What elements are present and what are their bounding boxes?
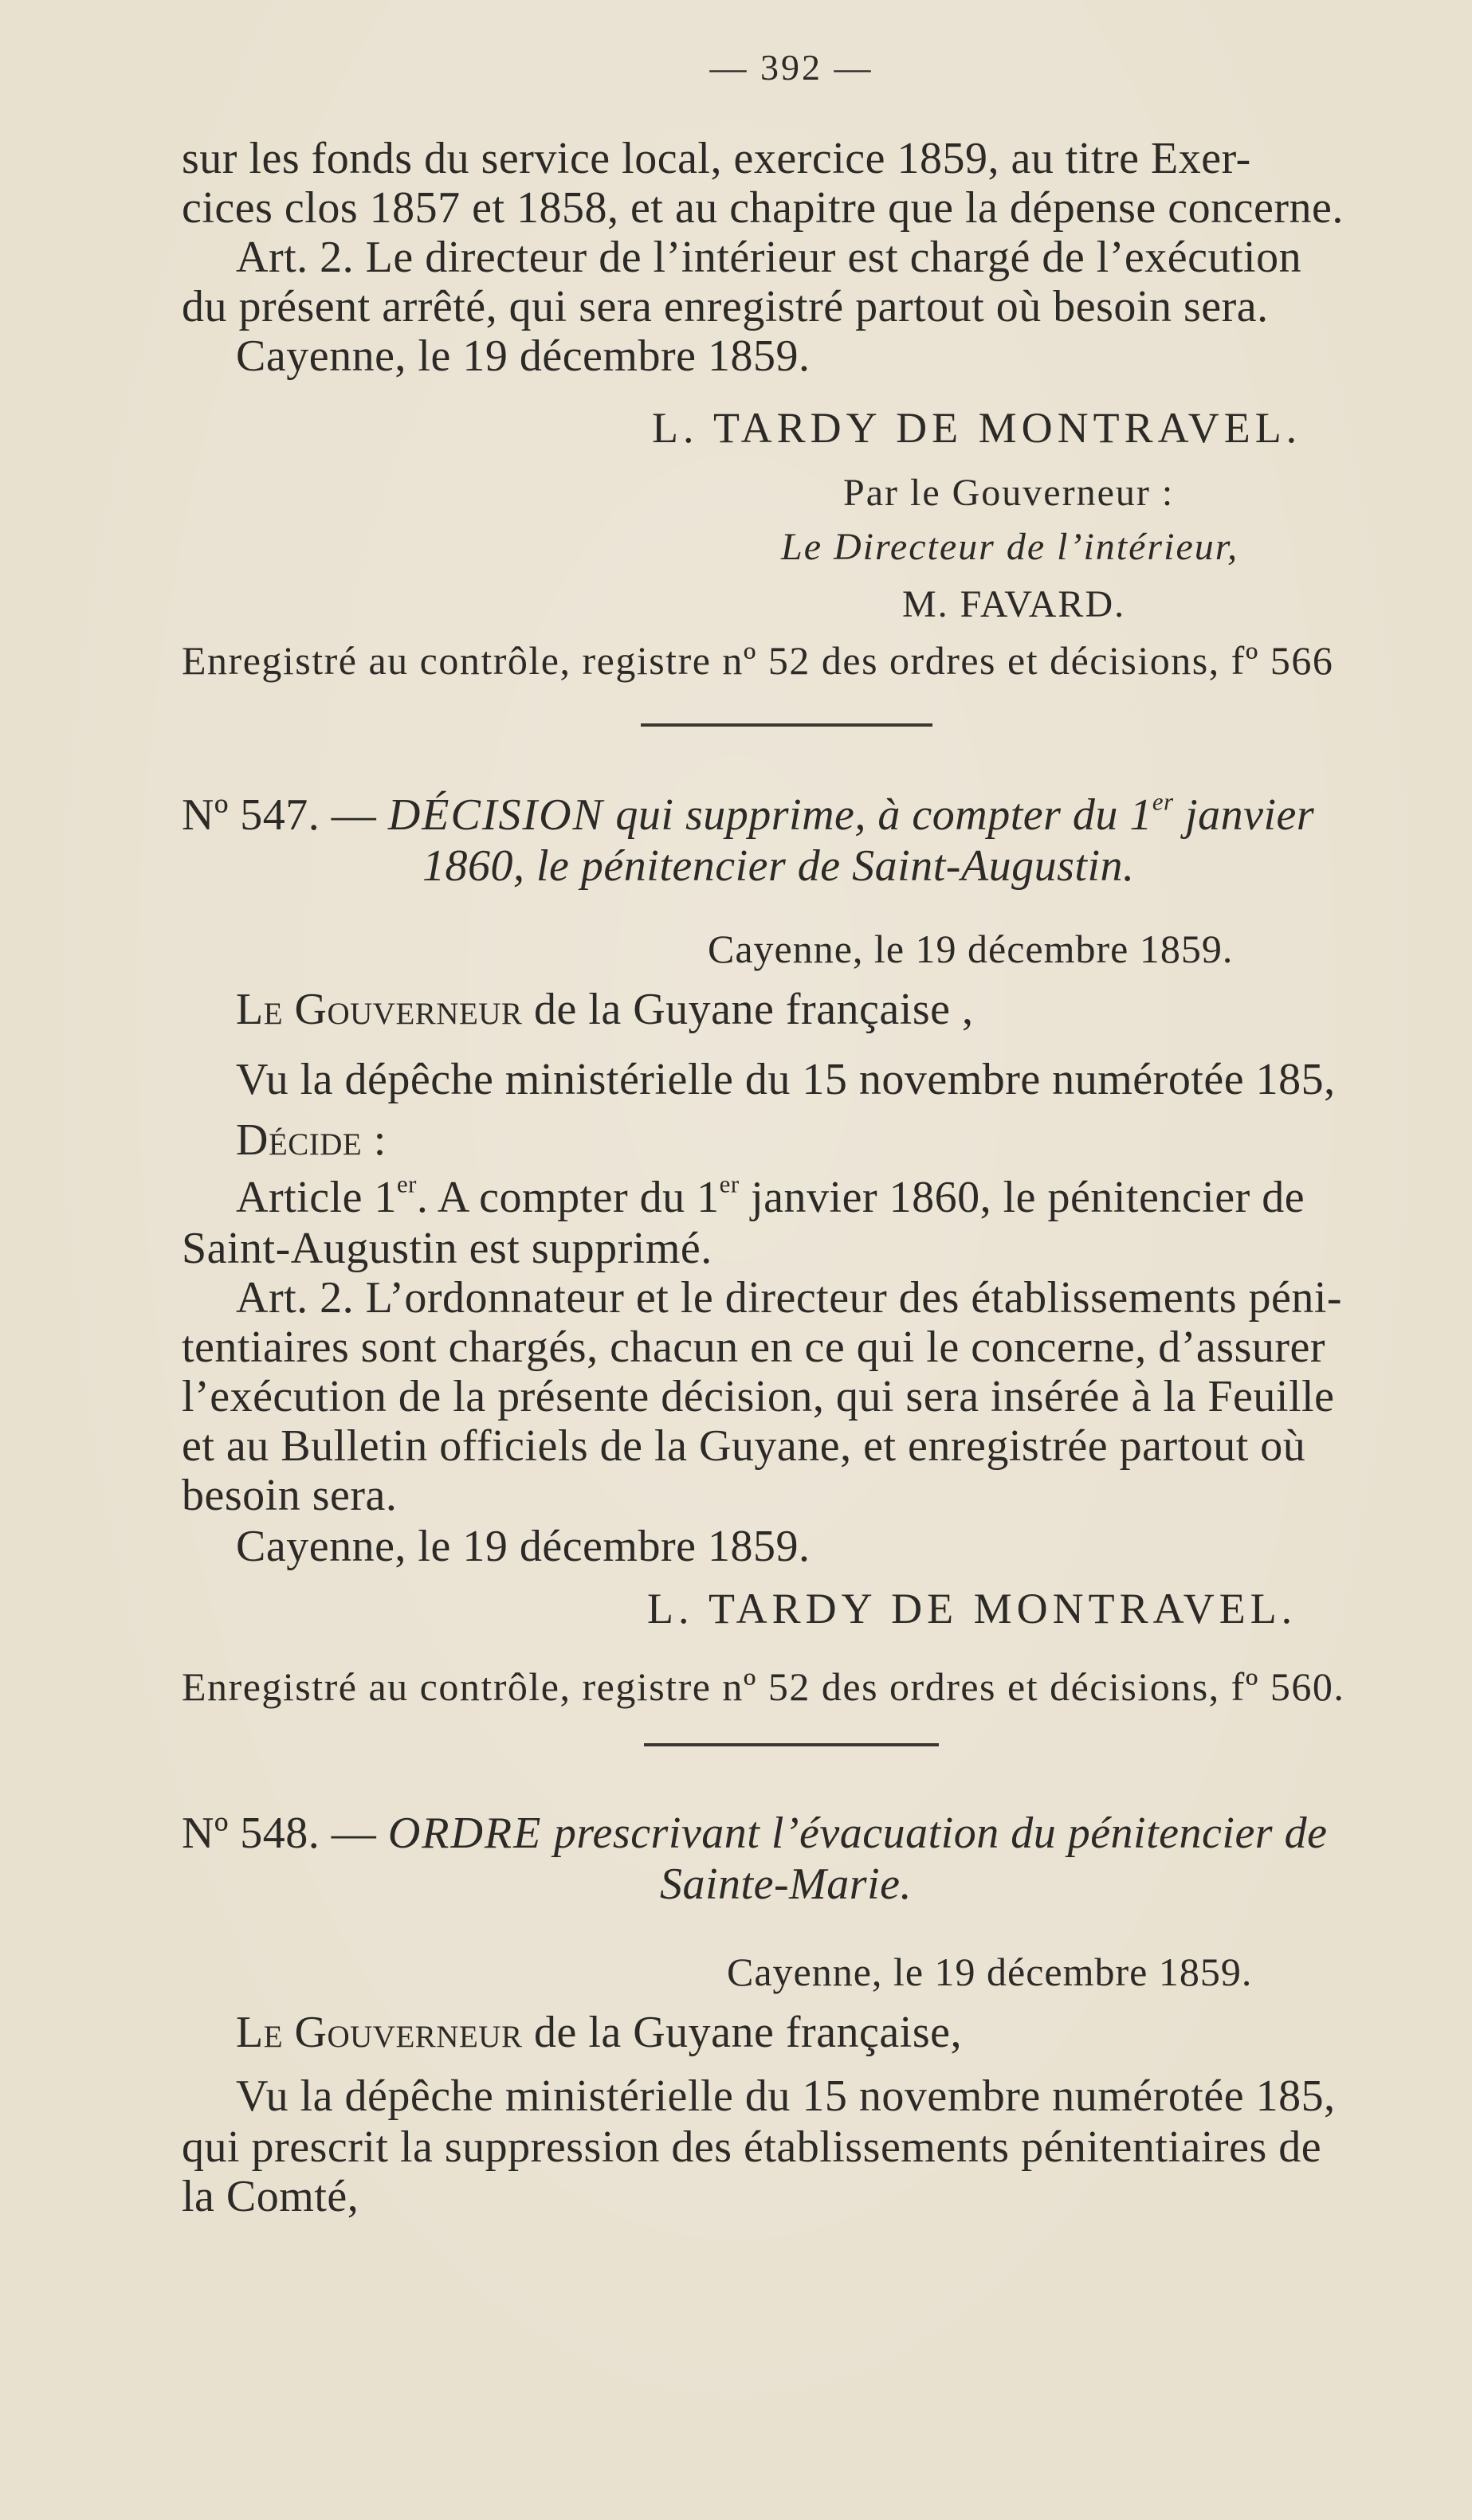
paragraph-line: qui prescrit la suppression des établissements pénitentiaires de [182,2122,1322,2172]
article-1-text: . A compter du 1 [416,1173,720,1222]
place-date: Cayenne, le 19 décembre 1859. [236,331,811,381]
order-kind: ORDRE [387,1809,543,1858]
decision-title-line2: 1860, le pénitencier de Saint-Augustin. [422,841,1135,891]
governor-rest: de la Guyane française, [522,2008,962,2057]
article-1-line [182,1170,1401,1222]
order-title-line2: Sainte-Marie. [660,1860,912,1909]
governor-line [182,985,1401,1034]
superscript: er [719,1170,740,1198]
superscript: er [1152,788,1174,816]
paragraph-line: sur les fonds du service local, exercice 1859, au titre Exer- [182,134,1251,183]
governor-title: Le Gouverneur [236,985,523,1034]
paragraph-line: la Comté, [182,2172,359,2221]
decision-title: qui supprime, à compter du 1 [603,790,1152,840]
decision-heading [182,790,1401,840]
decision-kind: DÉCISION [387,790,604,840]
paragraph-line: du présent arrêté, qui sera enregistré partout où besoin sera. [182,282,1269,331]
place-date: Cayenne, le 19 décembre 1859. [708,927,1234,971]
decision-number: Nº 547. — [182,790,388,840]
article-2-line: Art. 2. Le directeur de l’intérieur est chargé de l’exécution [236,233,1302,282]
superscript: er [396,1170,417,1198]
paragraph-line: Saint-Augustin est supprimé. [182,1224,712,1273]
director-title: Le Directeur de l’intérieur, [781,526,1239,568]
decide-label: Décide : [236,1115,387,1165]
registration-note: Enregistré au contrôle, registre nº 52 des ordres et décisions, fº 566 [182,638,1334,683]
place-date: Cayenne, le 19 décembre 1859. [236,1522,811,1571]
section-divider [641,723,932,727]
governor-title: Le Gouverneur [236,2008,523,2057]
order-heading [182,1809,1401,1858]
considerant: Vu la dépêche ministérielle du 15 novembre numérotée 185, [236,1055,1336,1104]
place-date: Cayenne, le 19 décembre 1859. [727,1950,1253,1994]
paragraph-line: besoin sera. [182,1471,398,1520]
director-name: M. FAVARD. [902,583,1126,625]
paragraph-line: et au Bulletin officiels de la Guyane, et enregistrée partout où [182,1421,1306,1471]
considerant: Vu la dépêche ministérielle du 15 novembre numérotée 185, [236,2071,1336,2121]
page-number: — 392 — [709,47,873,88]
paragraph-line: cices clos 1857 et 1858, et au chapitre que la dépense concerne. [182,183,1344,233]
governor-line [182,2008,1401,2057]
signature: L. TARDY DE MONTRAVEL. [647,1585,1297,1632]
article-1-label: Article 1 [236,1173,397,1222]
article-1-text-end: janvier 1860, le pénitencier de [739,1173,1305,1222]
governor-rest: de la Guyane française , [522,985,974,1034]
article-2-line: Art. 2. L’ordonnateur et le directeur des établissements péni- [236,1273,1343,1323]
registration-note: Enregistré au contrôle, registre nº 52 des ordres et décisions, fº 560. [182,1664,1345,1709]
decision-title-end: janvier [1173,790,1315,840]
paragraph-line: l’exécution de la présente décision, qui sera insérée à la Feuille [182,1372,1335,1421]
signature: L. TARDY DE MONTRAVEL. [652,404,1302,452]
order-number: Nº 548. — [182,1809,388,1858]
by-governor: Par le Gouverneur : [843,472,1175,514]
order-title: prescrivant l’évacuation du pénitencier de [542,1809,1328,1858]
section-divider [644,1743,939,1746]
paragraph-line: tentiaires sont chargés, chacun en ce qui le concerne, d’assurer [182,1323,1326,1372]
